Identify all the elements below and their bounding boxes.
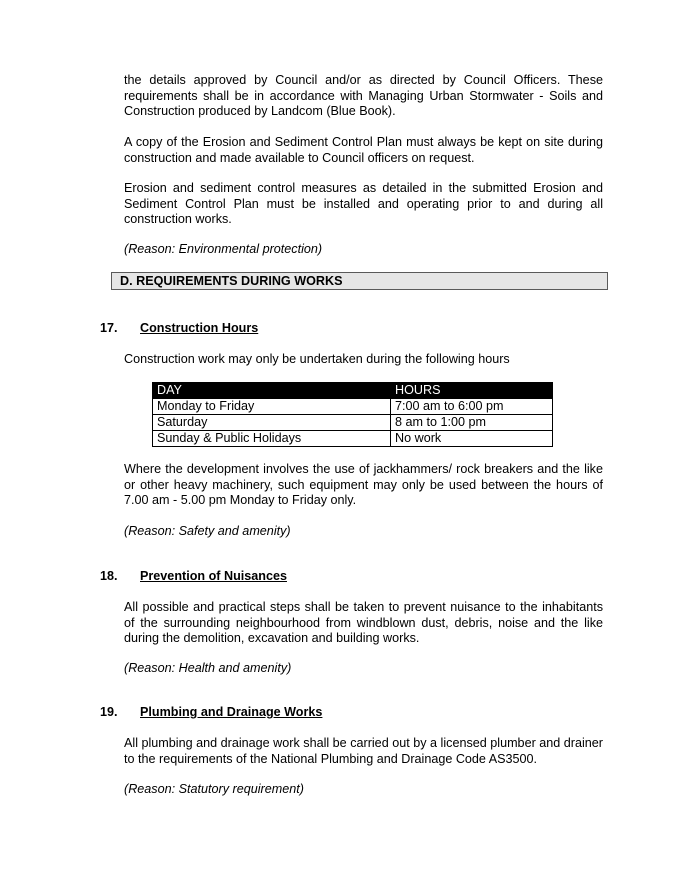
condition-18-title: Prevention of Nuisances — [140, 569, 287, 583]
condition-19-number: 19. — [100, 705, 118, 719]
condition-19-title: Plumbing and Drainage Works — [140, 705, 323, 719]
condition-19-reason: (Reason: Statutory requirement) — [124, 782, 304, 796]
table-row — [153, 399, 553, 415]
intro-paragraph-3: Erosion and sediment control measures as detailed in the submitted Erosion and Sediment Control Plan must be installed and operating prior to and during all construction works. — [124, 181, 603, 226]
condition-19-heading — [100, 705, 322, 721]
intro-paragraph-2: A copy of the Erosion and Sediment Control Plan must always be kept on site during construction and made available to Council officers on request. — [124, 135, 603, 165]
table-cell-day: Saturday — [153, 415, 391, 431]
condition-17-body: Construction work may only be undertaken during the following hours — [124, 352, 510, 366]
condition-17-heading — [100, 321, 258, 337]
table-row — [153, 415, 553, 431]
condition-19-body: All plumbing and drainage work shall be carried out by a licensed plumber and drainer to the requirements of the National Plumbing and Drainage Code AS3500. — [124, 736, 603, 766]
table-row — [153, 431, 553, 447]
table-cell-day: Monday to Friday — [153, 399, 391, 415]
condition-18-number: 18. — [100, 569, 118, 583]
table-cell-hours: No work — [391, 431, 553, 447]
intro-paragraph-1: the details approved by Council and/or as directed by Council Officers. These requirements shall be in accordance with Managing Urban Stormwater - Soils and Construction produced by Landcom (Blue Book). — [124, 73, 603, 118]
intro-reason: (Reason: Environmental protection) — [124, 242, 323, 256]
condition-18-body: All possible and practical steps shall be taken to prevent nuisance to the inhabitants of the surrounding neighbourhood from windblown dust, debris, noise and the like during the demolition, excavation and building works. — [124, 600, 603, 645]
table-cell-day: Sunday & Public Holidays — [153, 431, 391, 447]
table-header-row — [153, 383, 553, 399]
section-header-box — [111, 272, 608, 290]
section-title: D. REQUIREMENTS DURING WORKS — [120, 274, 343, 288]
construction-hours-table — [152, 382, 553, 447]
condition-17-number: 17. — [100, 321, 118, 335]
condition-18-heading — [100, 569, 287, 585]
condition-17-body-2: Where the development involves the use of jackhammers/ rock breakers and the like or other heavy machinery, such equipment may only be used between the hours of 7.00 am - 5.00 pm Monday to Friday only. — [124, 462, 603, 507]
table-header-hours: HOURS — [391, 383, 553, 399]
table-header-day: DAY — [153, 383, 391, 399]
table-cell-hours: 7:00 am to 6:00 pm — [391, 399, 553, 415]
table-cell-hours: 8 am to 1:00 pm — [391, 415, 553, 431]
condition-17-reason: (Reason: Safety and amenity) — [124, 524, 291, 538]
condition-17-title: Construction Hours — [140, 321, 259, 335]
condition-18-reason: (Reason: Health and amenity) — [124, 661, 292, 675]
